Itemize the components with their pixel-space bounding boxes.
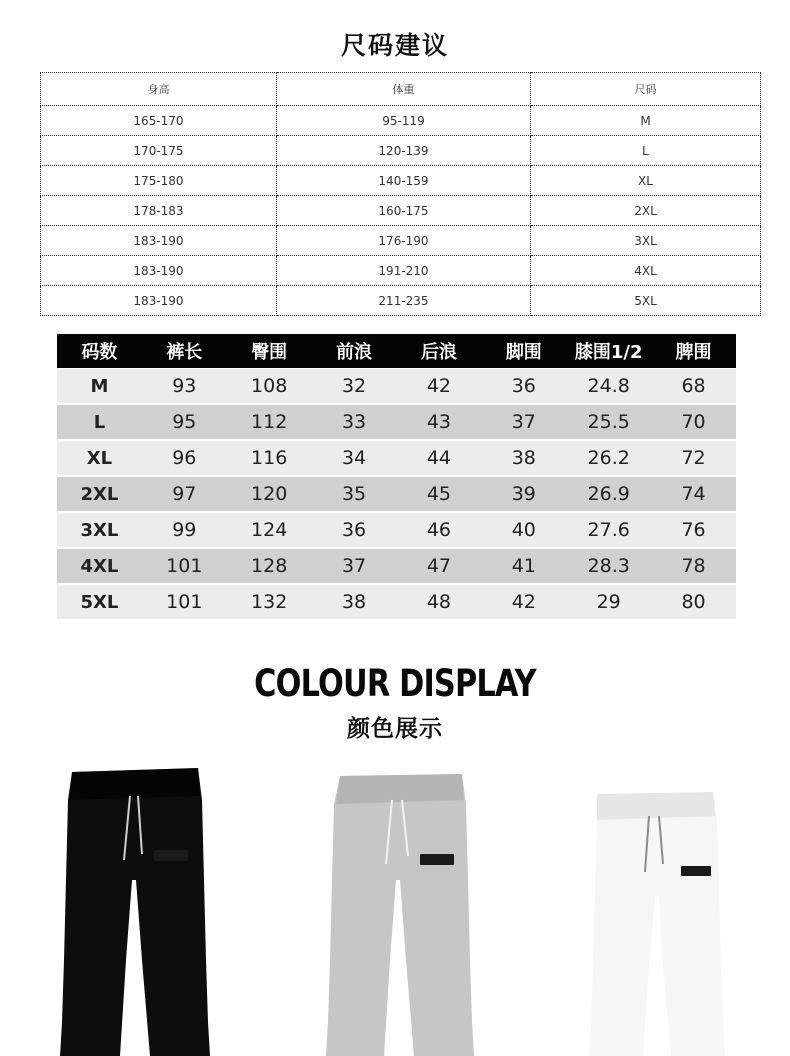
table-cell: 28.3	[566, 549, 651, 585]
table-row	[41, 106, 761, 136]
table-cell: 45	[397, 477, 482, 513]
table-cell: 183-190	[41, 226, 277, 256]
table-cell: 140-159	[277, 166, 531, 196]
pants-shape	[60, 768, 210, 1056]
pants-shape	[589, 792, 725, 1056]
table-row	[57, 405, 736, 441]
table-cell: XL	[531, 166, 761, 196]
table-cell: 26.9	[566, 477, 651, 513]
table-cell: 2XL	[531, 196, 761, 226]
table-cell: 74	[651, 477, 736, 513]
table-cell: 46	[397, 513, 482, 549]
table-cell: M	[531, 106, 761, 136]
size-cell: 2XL	[57, 477, 142, 513]
table-cell: 44	[397, 441, 482, 477]
table-cell: 26.2	[566, 441, 651, 477]
table-cell: 76	[651, 513, 736, 549]
table-row	[57, 513, 736, 549]
table-cell: 4XL	[531, 256, 761, 286]
measurement-table	[57, 334, 736, 621]
table-row	[57, 369, 736, 405]
table-cell: 40	[481, 513, 566, 549]
table-cell: 37	[481, 405, 566, 441]
table-cell: 178-183	[41, 196, 277, 226]
table-cell: 101	[142, 549, 227, 585]
table-header-row	[41, 73, 761, 106]
table-cell: 42	[481, 585, 566, 621]
table-cell: 191-210	[277, 256, 531, 286]
table-row	[41, 226, 761, 256]
header-cell: 码数	[57, 334, 142, 369]
table-cell: 39	[481, 477, 566, 513]
table-cell: 37	[312, 549, 397, 585]
table-row	[57, 441, 736, 477]
pants-black-image	[50, 760, 220, 1056]
table-cell: 97	[142, 477, 227, 513]
header-cell: 后浪	[397, 334, 482, 369]
table-cell: 95	[142, 405, 227, 441]
pants-grey-image	[314, 760, 484, 1056]
table-cell: 120-139	[277, 136, 531, 166]
header-cell: 身高	[41, 73, 277, 106]
table-row	[57, 477, 736, 513]
pants-white-image	[583, 760, 733, 1056]
table-cell: 170-175	[41, 136, 277, 166]
table-row	[41, 166, 761, 196]
table-cell: 5XL	[531, 286, 761, 316]
table-row	[41, 136, 761, 166]
header-cell: 裤长	[142, 334, 227, 369]
table-cell: 183-190	[41, 256, 277, 286]
table-cell: 43	[397, 405, 482, 441]
size-recommendation-table	[40, 72, 761, 316]
table-cell: 96	[142, 441, 227, 477]
table-cell: 35	[312, 477, 397, 513]
table-row	[57, 549, 736, 585]
table-cell: 95-119	[277, 106, 531, 136]
table-cell: 101	[142, 585, 227, 621]
colour-display-title: COLOUR DISPLAY	[254, 662, 536, 705]
size-guide-title: 尺码建议	[340, 31, 449, 60]
table-cell: 48	[397, 585, 482, 621]
table-cell: 32	[312, 369, 397, 405]
table-header-row	[57, 334, 736, 369]
colour-display-subtitle: 颜色展示	[347, 716, 443, 742]
table-cell: 38	[481, 441, 566, 477]
table-cell: 70	[651, 405, 736, 441]
table-cell: 183-190	[41, 286, 277, 316]
header-cell: 脚围	[481, 334, 566, 369]
table-cell: 128	[227, 549, 312, 585]
table-cell: 165-170	[41, 106, 277, 136]
table-cell: 93	[142, 369, 227, 405]
table-cell: 29	[566, 585, 651, 621]
table-cell: 175-180	[41, 166, 277, 196]
table-row	[41, 196, 761, 226]
table-cell: 33	[312, 405, 397, 441]
table-cell: 120	[227, 477, 312, 513]
table-cell: 24.8	[566, 369, 651, 405]
table-row	[57, 585, 736, 621]
header-cell: 脾围	[651, 334, 736, 369]
table-cell: 108	[227, 369, 312, 405]
size-cell: L	[57, 405, 142, 441]
size-cell: M	[57, 369, 142, 405]
table-cell: 38	[312, 585, 397, 621]
header-cell: 膝围1/2	[566, 334, 651, 369]
table-row	[41, 286, 761, 316]
table-cell: 34	[312, 441, 397, 477]
table-cell: 99	[142, 513, 227, 549]
table-row	[41, 256, 761, 286]
size-cell: XL	[57, 441, 142, 477]
table-cell: 78	[651, 549, 736, 585]
header-cell: 体重	[277, 73, 531, 106]
table-cell: 36	[312, 513, 397, 549]
table-cell: 112	[227, 405, 312, 441]
table-cell: 3XL	[531, 226, 761, 256]
table-cell: 72	[651, 441, 736, 477]
size-cell: 5XL	[57, 585, 142, 621]
table-cell: 42	[397, 369, 482, 405]
table-cell: L	[531, 136, 761, 166]
table-cell: 116	[227, 441, 312, 477]
table-cell: 27.6	[566, 513, 651, 549]
size-cell: 3XL	[57, 513, 142, 549]
header-cell: 前浪	[312, 334, 397, 369]
table-cell: 80	[651, 585, 736, 621]
table-cell: 41	[481, 549, 566, 585]
table-cell: 124	[227, 513, 312, 549]
table-cell: 211-235	[277, 286, 531, 316]
table-cell: 176-190	[277, 226, 531, 256]
header-cell: 尺码	[531, 73, 761, 106]
pants-shape	[326, 774, 474, 1056]
size-cell: 4XL	[57, 549, 142, 585]
table-cell: 25.5	[566, 405, 651, 441]
header-cell: 臀围	[227, 334, 312, 369]
table-cell: 68	[651, 369, 736, 405]
table-cell: 132	[227, 585, 312, 621]
table-cell: 36	[481, 369, 566, 405]
table-cell: 160-175	[277, 196, 531, 226]
table-cell: 47	[397, 549, 482, 585]
